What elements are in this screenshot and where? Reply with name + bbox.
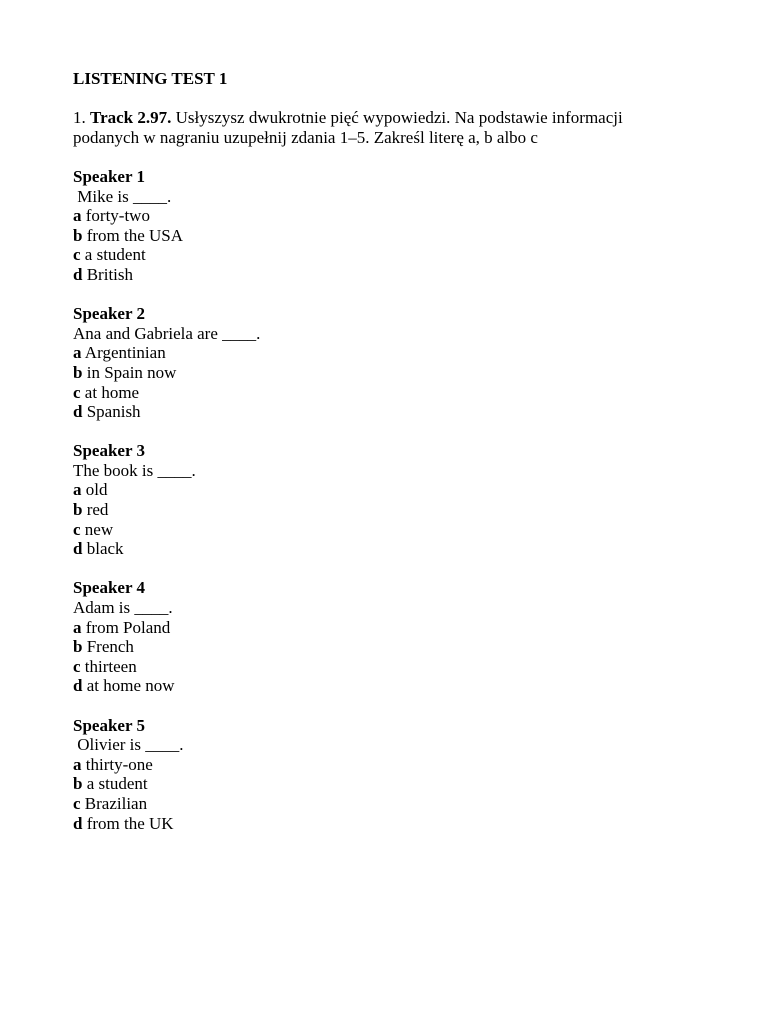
option-letter: a: [73, 206, 82, 226]
exercise-instruction: [73, 108, 693, 147]
speaker-heading: Speaker 2: [73, 304, 145, 324]
answer-option-c: [73, 383, 693, 403]
option-text: Spanish: [82, 402, 141, 422]
option-letter: c: [73, 793, 81, 813]
option-letter: d: [73, 676, 83, 696]
option-text: forty-two: [81, 206, 150, 226]
option-letter: d: [73, 264, 83, 284]
answer-option-d: [73, 265, 693, 285]
document-title: LISTENING TEST 1: [73, 69, 228, 88]
answer-option-d: [73, 539, 693, 559]
sentence-prompt: Olivier is ____.: [73, 735, 184, 755]
option-letter: a: [73, 754, 82, 774]
answer-option-c: [73, 657, 693, 677]
exercise-number: 1.: [73, 108, 86, 128]
speaker-heading: Speaker 3: [73, 441, 145, 461]
option-text: a student: [82, 774, 148, 794]
option-letter: d: [73, 402, 83, 422]
speaker-block-5: [73, 716, 693, 834]
option-letter: a: [73, 617, 82, 637]
option-letter: c: [73, 382, 81, 402]
option-letter: d: [73, 539, 83, 559]
option-text: in Spain now: [82, 362, 177, 382]
speaker-block-2: [73, 304, 693, 422]
answer-option-b: [73, 774, 693, 794]
option-text: from the USA: [82, 225, 184, 245]
option-letter: c: [73, 519, 81, 539]
speaker-list: [73, 167, 693, 833]
speaker-block-4: [73, 578, 693, 696]
answer-option-a: [73, 480, 693, 500]
option-letter: c: [73, 656, 81, 676]
answer-option-a: [73, 343, 693, 363]
speaker-block-3: [73, 441, 693, 559]
document-page: [73, 69, 693, 853]
option-text: old: [81, 480, 108, 500]
option-letter: b: [73, 225, 83, 245]
answer-option-c: [73, 245, 693, 265]
speaker-heading: Speaker 1: [73, 166, 145, 186]
option-text: French: [82, 637, 134, 657]
track-number: Track 2.97.: [90, 108, 172, 128]
option-text: from the UK: [82, 813, 174, 833]
answer-option-c: [73, 520, 693, 540]
speaker-heading: Speaker 5: [73, 715, 145, 735]
answer-option-d: [73, 814, 693, 834]
option-letter: d: [73, 813, 83, 833]
answer-option-d: [73, 402, 693, 422]
option-text: Brazilian: [80, 793, 148, 813]
option-text: at home now: [82, 676, 175, 696]
option-text: British: [82, 264, 134, 284]
answer-option-d: [73, 676, 693, 696]
speaker-heading: Speaker 4: [73, 578, 145, 598]
option-letter: c: [73, 245, 81, 265]
answer-option-c: [73, 794, 693, 814]
option-text: Argentinian: [81, 343, 166, 363]
option-text: black: [82, 539, 124, 559]
option-text: red: [82, 500, 109, 520]
option-letter: b: [73, 774, 83, 794]
option-letter: a: [73, 343, 82, 363]
option-text: from Poland: [81, 617, 171, 637]
option-letter: b: [73, 500, 83, 520]
speaker-block-1: [73, 167, 693, 285]
option-text: thirty-one: [81, 754, 153, 774]
option-text: at home: [80, 382, 140, 402]
answer-option-a: [73, 755, 693, 775]
answer-option-b: [73, 363, 693, 383]
answer-option-a: [73, 206, 693, 226]
sentence-prompt: Mike is ____.: [73, 186, 172, 206]
option-text: new: [80, 519, 114, 539]
answer-option-b: [73, 226, 693, 246]
option-letter: a: [73, 480, 82, 500]
sentence-prompt: The book is ____.: [73, 460, 196, 480]
answer-option-b: [73, 500, 693, 520]
instruction-text: Usłyszysz dwukrotnie pięć wypowiedzi. Na podstawie informacji podanych w nagraniu uzupełnij zdania 1–5. Zakreśl literę a, b albo c: [73, 108, 623, 147]
answer-option-b: [73, 637, 693, 657]
option-text: a student: [80, 245, 146, 265]
option-text: thirteen: [80, 656, 137, 676]
option-letter: b: [73, 637, 83, 657]
sentence-prompt: Adam is ____.: [73, 598, 173, 618]
sentence-prompt: Ana and Gabriela are ____.: [73, 323, 261, 343]
option-letter: b: [73, 362, 83, 382]
answer-option-a: [73, 618, 693, 638]
